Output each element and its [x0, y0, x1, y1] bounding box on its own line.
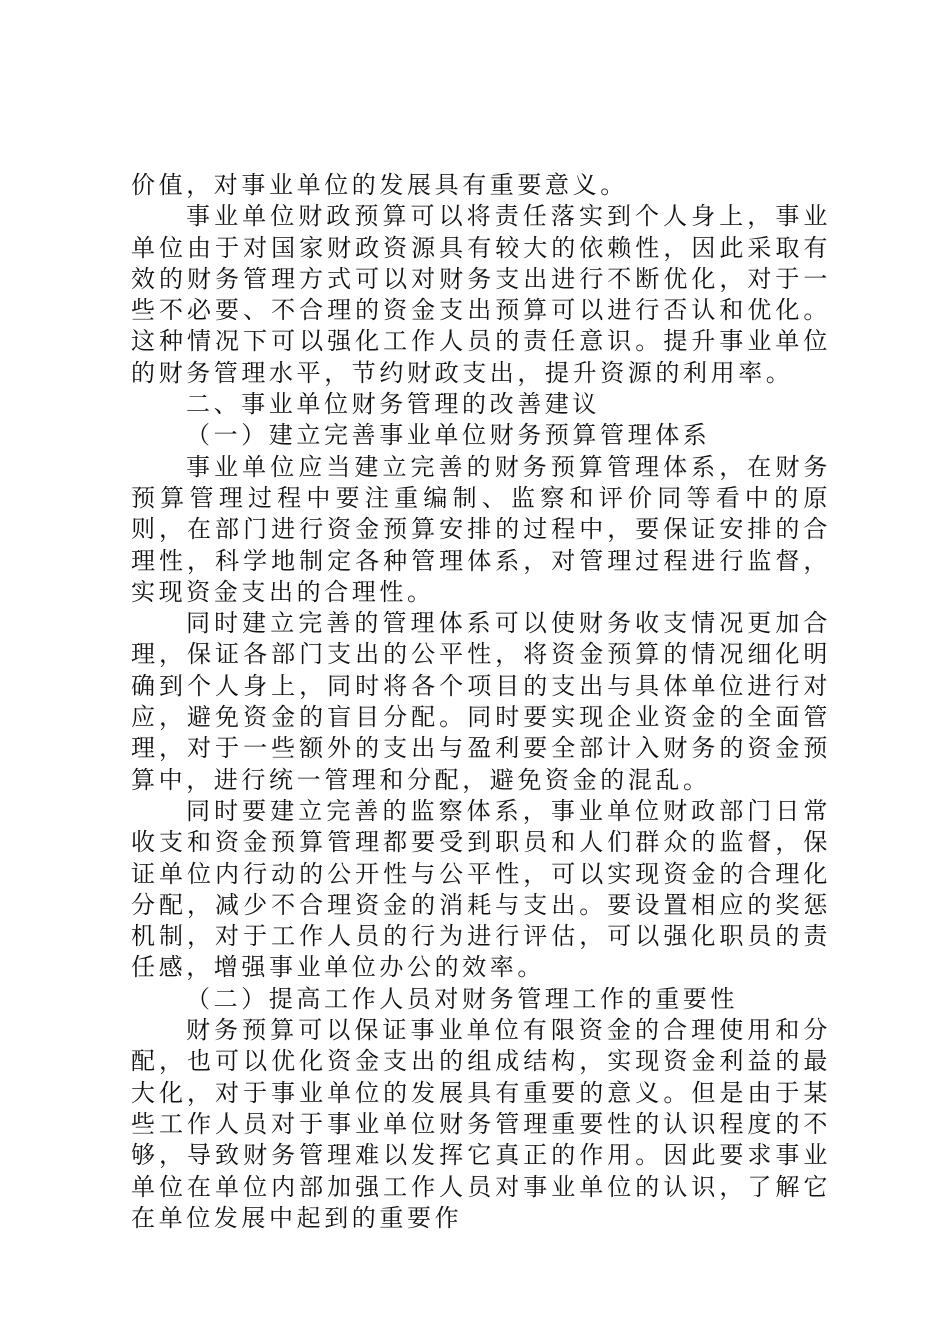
document-body [131, 170, 831, 1234]
paragraph-supervision-system: 同时要建立完善的监察体系，事业单位财政部门日常收支和资金预算管理都要受到职员和人们群众的监督，保证单位内行动的公开性与公平性，可以实现资金的合理化分配，减少不合理资金的消耗与支出。要设置相应的奖惩机制，对于工作人员的行为进行评估，可以强化职员的责任感，增强事业单位办公的效率。 [131, 796, 831, 982]
paragraph-budget-system: 事业单位应当建立完善的财务预算管理体系，在财务预算管理过程中要注重编制、监察和评价同等看中的原则，在部门进行资金预算安排的过程中，要保证安排的合理性，科学地制定各种管理体系，对管理过程进行监督，实现资金支出的合理性。 [131, 452, 831, 606]
paragraph-continuation: 价值，对事业单位的发展具有重要意义。 [131, 171, 628, 199]
subsection-heading-1: （一）建立完善事业单位财务预算管理体系 [186, 421, 711, 450]
paragraph-budget-responsibility: 事业单位财政预算可以将责任落实到个人身上，事业单位由于对国家财政资源具有较大的依赖性，因此采取有效的财务管理方式可以对财务支出进行不断优化，对于一些不必要、不合理的资金支出预算可以进行否认和优化。这种情况下可以强化工作人员的责任意识。提升事业单位的财务管理水平，节约财政支出，提升资源的利用率。 [131, 202, 831, 387]
paragraph-staff-awareness: 财务预算可以保证事业单位有限资金的合理使用和分配，也可以优化资金支出的组成结构，实现资金利益的最大化，对于事业单位的发展具有重要的意义。但是由于某些工作人员对于事业单位财务管理重要性的认识程度的不够，导致财务管理难以发挥它真正的作用。因此要求事业单位在单位内部加强工作人员对事业单位的认识，了解它在单位发展中起到的重要作 [131, 1016, 831, 1232]
paragraph-management-system: 同时建立完善的管理体系可以使财务收支情况更加合理，保证各部门支出的公平性，将资金预算的情况细化明确到个人身上，同时将各个项目的支出与具体单位进行对应，避免资金的盲目分配。同时要实现企业资金的全面管理，对于一些额外的支出与盈利要全部计入财务的资金预算中，进行统一管理和分配，避免资金的混乱。 [131, 609, 831, 794]
section-heading-improvement: 二、事业单位财务管理的改善建议 [186, 390, 600, 419]
subsection-heading-2: （二）提高工作人员对财务管理工作的重要性 [186, 984, 738, 1013]
